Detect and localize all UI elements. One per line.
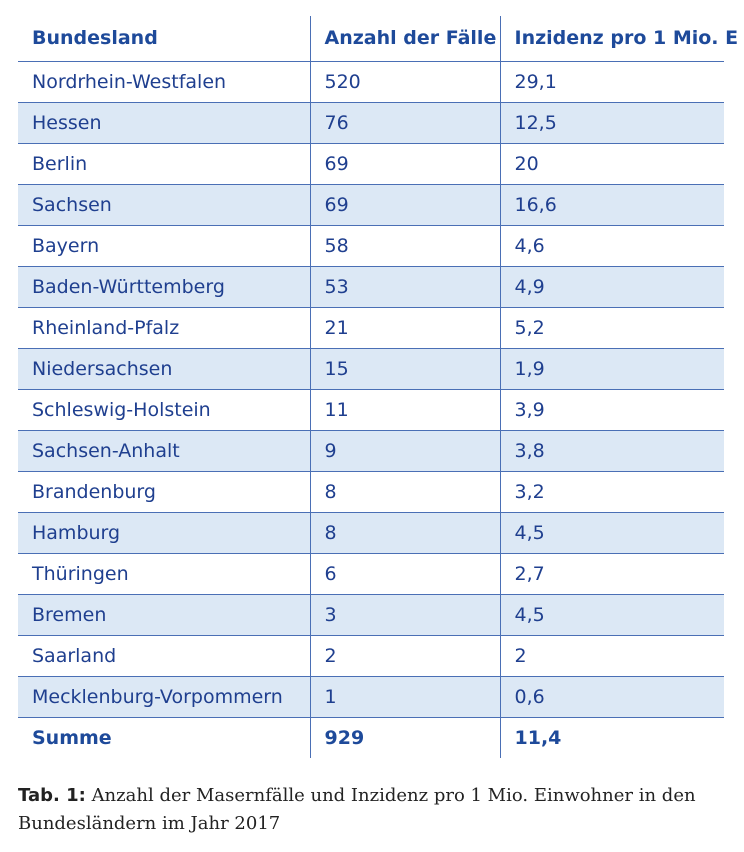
cell-case-count: 69: [310, 184, 500, 225]
cell-case-count: 11: [310, 389, 500, 430]
cell-bundesland: Bayern: [32, 234, 100, 257]
cell-incidence: 12,5: [500, 102, 724, 143]
header-bundesland: Bundesland: [32, 27, 158, 50]
cell-bundesland: Hessen: [18, 102, 310, 143]
cell-incidence: 4,5: [500, 512, 724, 553]
caption-text: Anzahl der Masernfälle und Inzidenz pro 1 Mio. Einwohner in den Bundesländern im Jahr 2017: [18, 785, 696, 834]
cell-bundesland: Hamburg: [18, 512, 310, 553]
table-row: [18, 471, 724, 512]
table-header-row: [18, 16, 724, 61]
measles-cases-table: [18, 16, 739, 758]
cell-case-count: 1: [310, 676, 500, 717]
cell-case-count: 9: [310, 430, 500, 471]
table-row: [18, 61, 724, 102]
cell-case-count: 15: [310, 348, 500, 389]
cell-case-count: 21: [310, 307, 500, 348]
cell-incidence: 2: [500, 635, 724, 676]
cell-bundesland: Sachsen: [18, 184, 310, 225]
cell-case-count: 58: [310, 225, 500, 266]
table-row: [18, 143, 724, 184]
cell-incidence: 4,5: [500, 594, 724, 635]
cell-incidence: 16,6: [500, 184, 724, 225]
table-row: [18, 389, 724, 430]
cell-bundesland: Mecklenburg-Vorpommern: [18, 676, 310, 717]
table-row: [18, 266, 724, 307]
cell-incidence: 2,7: [500, 553, 724, 594]
cell-case-count: 8: [310, 471, 500, 512]
cell-bundesland: Schleswig-Holstein: [32, 398, 211, 421]
table-row: [18, 512, 724, 553]
caption-label: Tab. 1:: [18, 785, 86, 806]
cases-table-container: [18, 16, 739, 758]
cell-bundesland: Bremen: [18, 594, 310, 635]
table-row: [18, 594, 724, 635]
table-row: [18, 102, 724, 143]
summary-cell-bundesland: Summe: [32, 726, 112, 749]
table-body: [18, 61, 724, 758]
cell-incidence: 29,1: [500, 61, 724, 102]
cell-case-count: 3: [310, 594, 500, 635]
cell-incidence: 0,6: [500, 676, 724, 717]
cell-incidence: 4,9: [500, 266, 724, 307]
cell-bundesland: Niedersachsen: [18, 348, 310, 389]
cell-incidence: 5,2: [500, 307, 724, 348]
table-row: [18, 348, 724, 389]
summary-row: [18, 717, 724, 758]
table-row: [18, 307, 724, 348]
cell-incidence: 3,8: [500, 430, 724, 471]
cell-bundesland: Sachsen-Anhalt: [18, 430, 310, 471]
cell-case-count: 69: [310, 143, 500, 184]
cell-incidence: 3,9: [500, 389, 724, 430]
table-row: [18, 184, 724, 225]
cell-case-count: 2: [310, 635, 500, 676]
cell-bundesland: Nordrhein-Westfalen: [32, 70, 227, 93]
cell-incidence: 4,6: [500, 225, 724, 266]
table-row: [18, 225, 724, 266]
cell-incidence: 3,2: [500, 471, 724, 512]
cell-case-count: 76: [310, 102, 500, 143]
header-case-count: Anzahl der Fälle: [310, 16, 500, 61]
summary-cell-case-count: 929: [310, 717, 500, 758]
cell-incidence: 20: [500, 143, 724, 184]
cell-case-count: 8: [310, 512, 500, 553]
table-caption: [18, 782, 738, 838]
cell-case-count: 53: [310, 266, 500, 307]
header-incidence: Inzidenz pro 1 Mio. E: [500, 16, 724, 61]
table-row: [18, 676, 724, 717]
cell-incidence: 1,9: [500, 348, 724, 389]
table-row: [18, 553, 724, 594]
summary-cell-incidence: 11,4: [500, 717, 724, 758]
cell-bundesland: Brandenburg: [32, 480, 156, 503]
table-row: [18, 635, 724, 676]
cell-bundesland: Baden-Württemberg: [18, 266, 310, 307]
cell-bundesland: Saarland: [32, 644, 117, 667]
cell-bundesland: Rheinland-Pfalz: [32, 316, 180, 339]
table-row: [18, 430, 724, 471]
cell-bundesland: Berlin: [32, 152, 88, 175]
cell-bundesland: Thüringen: [32, 562, 129, 585]
cell-case-count: 520: [310, 61, 500, 102]
cell-case-count: 6: [310, 553, 500, 594]
